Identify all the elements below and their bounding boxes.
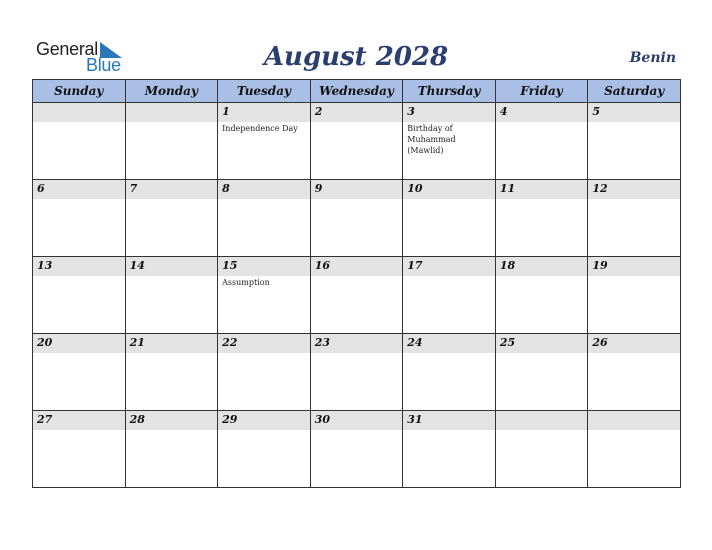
day-number: 19 xyxy=(592,259,608,272)
holiday-label xyxy=(126,276,218,277)
day-number-bar xyxy=(588,257,680,276)
holiday-label xyxy=(403,430,495,431)
day-cell xyxy=(125,334,218,411)
day-cell xyxy=(588,411,681,488)
day-cell xyxy=(403,103,496,180)
day-number-bar xyxy=(403,334,495,353)
holiday-label xyxy=(126,353,218,354)
holiday-label xyxy=(496,276,588,277)
day-number-bar xyxy=(496,180,588,199)
holiday-label xyxy=(218,353,310,354)
holiday-label xyxy=(311,276,403,277)
day-cell xyxy=(33,103,126,180)
day-number-bar xyxy=(588,180,680,199)
day-cell xyxy=(495,103,588,180)
day-number-bar xyxy=(33,257,125,276)
day-number-bar xyxy=(218,180,310,199)
holiday-label xyxy=(496,199,588,200)
weekday-thursday: Thursday xyxy=(403,80,496,103)
day-cell xyxy=(403,334,496,411)
day-number-bar xyxy=(588,334,680,353)
holiday-label: Birthday of Muhammad (Mawlid) xyxy=(407,124,456,155)
day-cell xyxy=(125,103,218,180)
holiday-label xyxy=(403,199,495,200)
holiday-label xyxy=(311,353,403,354)
day-number-bar xyxy=(496,334,588,353)
day-cell xyxy=(33,257,126,334)
calendar-body xyxy=(33,103,681,488)
holiday-label xyxy=(403,353,495,354)
day-number-bar xyxy=(311,180,403,199)
day-number-bar xyxy=(218,411,310,430)
day-number-bar xyxy=(588,103,680,122)
day-number: 24 xyxy=(407,336,423,349)
day-number-bar xyxy=(496,257,588,276)
logo-blue-text: Blue xyxy=(86,55,121,75)
weekday-saturday: Saturday xyxy=(588,80,681,103)
day-cell xyxy=(495,334,588,411)
page-title: August 2028 xyxy=(263,42,449,72)
day-number: 7 xyxy=(129,182,138,195)
day-cell xyxy=(310,103,403,180)
day-number: 12 xyxy=(592,182,608,195)
day-number-bar xyxy=(218,103,310,122)
day-number-bar xyxy=(403,180,495,199)
weekday-tuesday: Tuesday xyxy=(218,80,311,103)
holiday-label xyxy=(588,353,680,354)
day-cell xyxy=(218,103,311,180)
holiday-label xyxy=(126,122,218,123)
day-number-bar xyxy=(403,411,495,430)
holiday-label xyxy=(33,353,125,354)
holiday-label xyxy=(588,122,680,123)
day-cell xyxy=(218,180,311,257)
calendar-grid xyxy=(32,79,681,488)
holiday-label xyxy=(33,276,125,277)
day-number: 22 xyxy=(222,336,238,349)
day-number-bar xyxy=(33,411,125,430)
holiday-label xyxy=(126,199,218,200)
holiday-label xyxy=(588,430,680,431)
holiday-label: Independence Day xyxy=(222,124,298,133)
day-cell xyxy=(310,257,403,334)
day-number-bar xyxy=(403,103,495,122)
day-cell xyxy=(403,411,496,488)
day-number: 15 xyxy=(222,259,238,272)
day-number: 8 xyxy=(222,182,230,195)
day-cell xyxy=(33,411,126,488)
holiday-label xyxy=(218,199,310,200)
day-number: 10 xyxy=(407,182,423,195)
weekday-header-row xyxy=(33,80,681,103)
day-number: 16 xyxy=(314,259,330,272)
day-cell xyxy=(403,180,496,257)
day-cell xyxy=(588,103,681,180)
day-number: 3 xyxy=(407,105,415,118)
day-cell xyxy=(33,180,126,257)
day-cell xyxy=(310,334,403,411)
week-row xyxy=(33,411,681,488)
weekday-sunday: Sunday xyxy=(33,80,126,103)
day-cell xyxy=(218,257,311,334)
day-number: 27 xyxy=(37,413,53,426)
day-cell xyxy=(495,180,588,257)
day-number: 21 xyxy=(129,336,145,349)
day-number: 30 xyxy=(314,413,330,426)
day-number: 28 xyxy=(129,413,145,426)
day-number-bar xyxy=(311,334,403,353)
holiday-label xyxy=(311,430,403,431)
day-cell xyxy=(310,180,403,257)
day-cell xyxy=(495,257,588,334)
day-number: 5 xyxy=(592,105,601,118)
day-number-bar xyxy=(33,180,125,199)
weekday-monday: Monday xyxy=(125,80,218,103)
day-number-bar xyxy=(311,103,403,122)
day-number: 25 xyxy=(499,336,516,349)
holiday-label xyxy=(496,430,588,431)
day-number: 6 xyxy=(37,182,45,195)
logo-general-text: General xyxy=(36,39,98,59)
day-number: 18 xyxy=(499,259,516,272)
day-cell xyxy=(588,334,681,411)
day-number: 13 xyxy=(37,259,53,272)
day-number: 26 xyxy=(592,336,608,349)
day-cell xyxy=(588,180,681,257)
holiday-label xyxy=(126,430,218,431)
weekday-friday: Friday xyxy=(495,80,588,103)
holiday-label xyxy=(403,276,495,277)
week-row xyxy=(33,334,681,411)
weekday-wednesday: Wednesday xyxy=(310,80,403,103)
day-number-bar xyxy=(496,411,588,430)
day-number: 17 xyxy=(407,259,423,272)
holiday-label: Assumption xyxy=(222,278,270,287)
day-cell xyxy=(33,334,126,411)
holiday-label xyxy=(588,276,680,277)
day-cell xyxy=(125,257,218,334)
day-number: 2 xyxy=(314,105,323,118)
day-number-bar xyxy=(403,257,495,276)
day-number: 31 xyxy=(407,413,423,426)
day-cell xyxy=(495,411,588,488)
day-number: 29 xyxy=(222,413,238,426)
holiday-label xyxy=(218,430,310,431)
day-cell xyxy=(218,411,311,488)
day-number-bar xyxy=(126,334,218,353)
country-label: Benin xyxy=(629,50,676,66)
holiday-label xyxy=(33,122,125,123)
holiday-label xyxy=(33,199,125,200)
holiday-label xyxy=(588,199,680,200)
holiday-label xyxy=(496,353,588,354)
day-cell xyxy=(125,180,218,257)
day-number: 20 xyxy=(37,336,53,349)
holiday-label xyxy=(33,430,125,431)
day-number: 23 xyxy=(314,336,330,349)
day-cell xyxy=(403,257,496,334)
week-row xyxy=(33,180,681,257)
day-number: 11 xyxy=(499,182,516,195)
day-cell xyxy=(588,257,681,334)
holiday-label xyxy=(496,122,588,123)
day-number-bar xyxy=(33,103,125,122)
day-cell xyxy=(310,411,403,488)
day-number-bar xyxy=(311,257,403,276)
day-number-bar xyxy=(588,411,680,430)
day-number-bar xyxy=(126,103,218,122)
day-number-bar xyxy=(311,411,403,430)
day-number: 14 xyxy=(129,259,145,272)
holiday-label xyxy=(311,122,403,123)
day-number-bar xyxy=(126,180,218,199)
day-cell xyxy=(218,334,311,411)
day-number: 1 xyxy=(222,105,230,118)
day-number-bar xyxy=(33,334,125,353)
day-cell xyxy=(125,411,218,488)
day-number-bar xyxy=(218,334,310,353)
week-row xyxy=(33,257,681,334)
day-number: 4 xyxy=(499,105,508,118)
day-number: 9 xyxy=(314,182,323,195)
day-number-bar xyxy=(126,411,218,430)
day-number-bar xyxy=(126,257,218,276)
day-number-bar xyxy=(496,103,588,122)
day-number-bar xyxy=(218,257,310,276)
week-row xyxy=(33,103,681,180)
holiday-label xyxy=(311,199,403,200)
